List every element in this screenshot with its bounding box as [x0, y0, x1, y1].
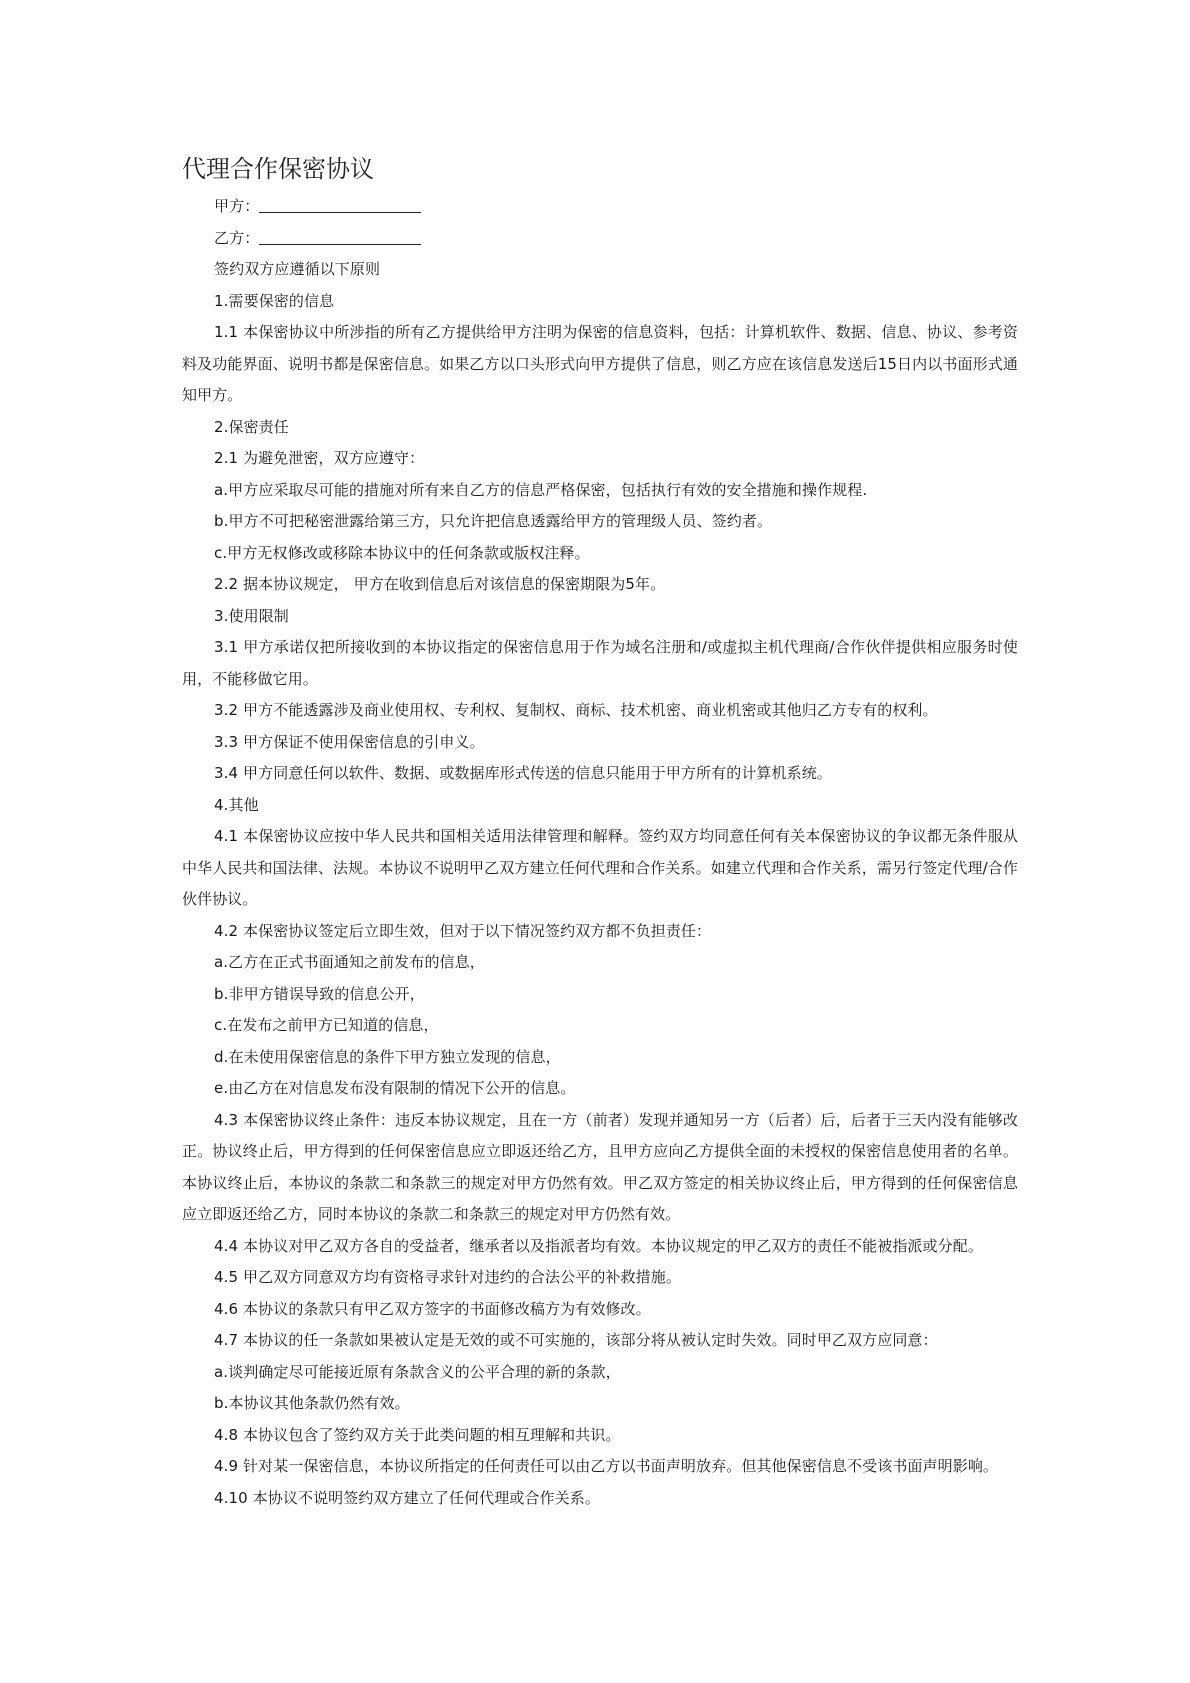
paragraph: 3.4 甲方同意任何以软件、数据、或数据库形式传送的信息只能用于甲方所有的计算机系统。 — [214, 764, 832, 782]
paragraph: 3.3 甲方保证不使用保密信息的引申义。 — [214, 732, 485, 751]
paragraph: a.谈判确定尽可能接近原有条款含义的公平合理的新的条款， — [214, 1362, 621, 1381]
paragraph: 签约双方应遵循以下原则 — [214, 260, 381, 278]
paragraph: c.甲方无权修改或移除本协议中的任何条款或版权注释。 — [214, 543, 590, 562]
section-heading: 1.需要保密的信息 — [214, 291, 335, 310]
party-b-blank — [259, 226, 421, 245]
paragraph: 4.8 本协议包含了签约双方关于此类问题的相互理解和共识。 — [214, 1425, 621, 1444]
paragraph: 3.1 甲方承诺仅把所接收到的本协议指定的保密信息用于作为域名注册和/或虚拟主机代理商/合作伙伴提供相应服务时使用，不能移做它用。 — [182, 638, 1018, 688]
paragraph: 4.6 本协议的条款只有甲乙双方签字的书面修改稿方为有效修改。 — [214, 1299, 651, 1318]
paragraph: a.甲方应采取尽可能的措施对所有来自乙方的信息严格保密，包括执行有效的安全措施和操作规程. — [214, 480, 868, 499]
party-a-label: 甲方： — [214, 197, 260, 215]
paragraph: 3.2 甲方不能透露涉及商业使用权、专利权、复制权、商标、技术机密、商业机密或其他归乙方专有的权利。 — [214, 701, 938, 719]
paragraph: 4.10 本协议不说明签约双方建立了任何代理或合作关系。 — [214, 1488, 600, 1507]
paragraph: 4.1 本保密协议应按中华人民共和国相关适用法律管理和解释。签约双方均同意任何有关本保密协议的争议都无条件服从中华人民共和国法律、法规。本协议不说明甲乙双方建立任何代理和合作关系。如建立代理和合作关系，需另行签定代理/合作伙伴协议。 — [182, 827, 1018, 908]
party-a-line — [182, 191, 1018, 223]
paragraph: 4.9 针对某一保密信息，本协议所指定的任何责任可以由乙方以书面声明放弃。但其他保密信息不受该书面声明影响。 — [214, 1457, 999, 1475]
paragraph: b.非甲方错误导致的信息公开， — [214, 984, 425, 1003]
party-a-blank — [259, 194, 421, 213]
paragraph: 4.3 本保密协议终止条件：违反本协议规定，且在一方（前者）发现并通知另一方（后者）后，后者于三天内没有能够改正。协议终止后，甲方得到的任何保密信息应立即返还给乙方，且甲方应向乙方提供全面的未授权的保密信息使用者的名单。本协议终止后，本协议的条款二和条款三的规定对甲方仍然有效。甲乙双方签定的相关协议终止后，甲方得到的任何保密信息应立即返还给乙方，同时本协议的条款二和条款三的规定对甲方仍然有效。 — [182, 1110, 1018, 1223]
paragraph: 4.7 本协议的任一条款如果被认定是无效的或不可实施的，该部分将从被认定时失效。同时甲乙双方应同意： — [214, 1331, 938, 1349]
paragraph: a.乙方在正式书面通知之前发布的信息， — [214, 953, 485, 971]
paragraph: b.本协议其他条款仍然有效。 — [214, 1394, 410, 1412]
section-heading: 3.使用限制 — [214, 606, 289, 625]
paragraph: c.在发布之前甲方已知道的信息， — [214, 1016, 439, 1034]
party-b-label: 乙方： — [214, 228, 260, 247]
paragraph: 1.1 本保密协议中所涉指的所有乙方提供给甲方注明为保密的信息资料，包括：计算机软件、数据、信息、协议、参考资料及功能界面、说明书都是保密信息。如果乙方以口头形式向甲方提供了信息，则乙方应在该信息发送后15日内以书面形式通知甲方。 — [182, 323, 1018, 404]
section-heading: 4.其他 — [214, 795, 259, 814]
paragraph: 2.1 为避免泄密，双方应遵守： — [214, 449, 425, 467]
paragraph: 4.5 甲乙双方同意双方均有资格寻求针对违约的合法公平的补救措施。 — [214, 1268, 681, 1286]
paragraph: d.在未使用保密信息的条件下甲方独立发现的信息， — [214, 1047, 561, 1066]
paragraph: 2.2 据本协议规定， 甲方在收到信息后对该信息的保密期限为5年。 — [214, 575, 666, 593]
party-b-line — [182, 223, 1018, 255]
section-heading: 2.保密责任 — [214, 417, 289, 436]
paragraph: e.由乙方在对信息发布没有限制的情况下公开的信息。 — [214, 1079, 576, 1097]
paragraph: 4.4 本协议对甲乙双方各自的受益者，继承者以及指派者均有效。本协议规定的甲乙双方的责任不能被指派或分配。 — [214, 1236, 983, 1255]
document-body — [182, 191, 1018, 1514]
paragraph: 4.2 本保密协议签定后立即生效，但对于以下情况签约双方都不负担责任： — [214, 921, 712, 940]
document-title: 代理合作保密协议 — [182, 155, 374, 183]
paragraph: b.甲方不可把秘密泄露给第三方，只允许把信息透露给甲方的管理级人员、签约者。 — [214, 512, 773, 530]
